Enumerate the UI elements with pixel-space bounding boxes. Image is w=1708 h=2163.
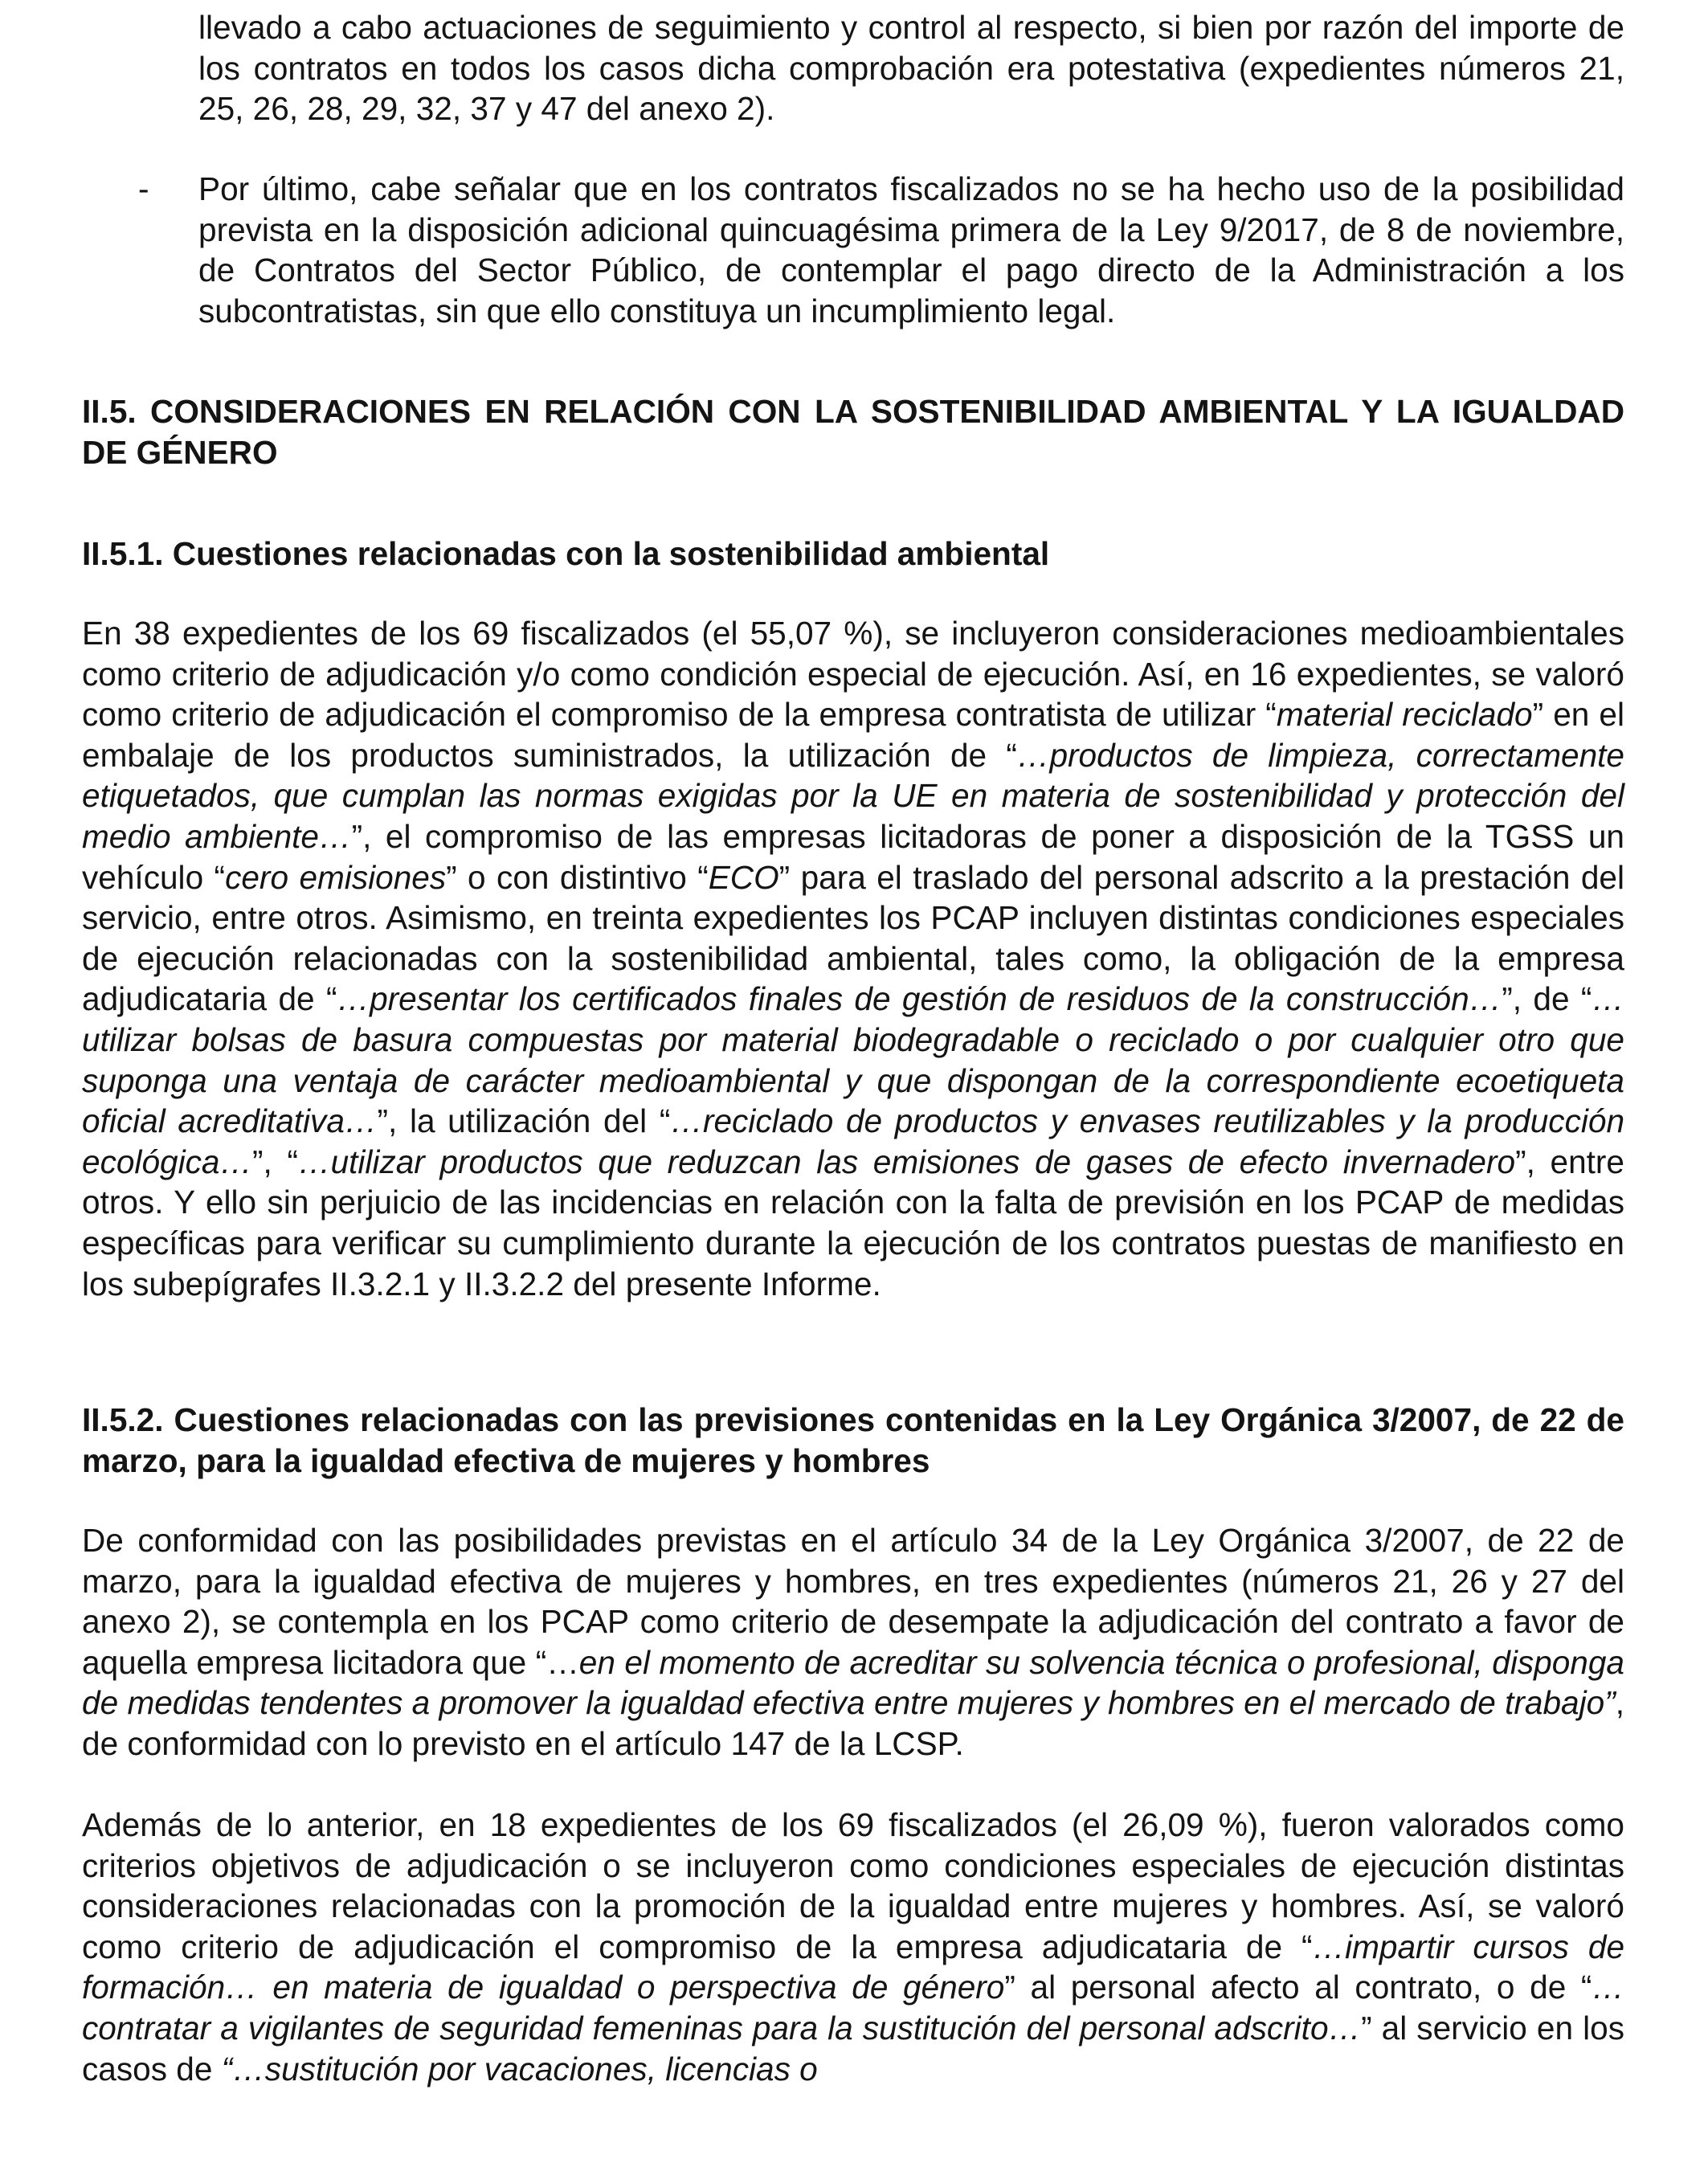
text-run: En 38 expedientes de los 69 fiscalizados (el 55,07 %), se incluyeron consideraciones medioambientales como criterio de adjudicación y/o como condición especial de ejecución. Así, en 16 expedientes, se valoró como criterio de adjudicación el compromiso de la empresa contratista de utilizar “ bbox=[82, 615, 1624, 734]
quote-run: …productos de limpieza, correctamente etiquetados, que cumplan las normas exigidas por la UE en materia de sostenibilidad y protección del medio ambiente… bbox=[82, 736, 1624, 855]
bullet-text: Por último, cabe señalar que en los contratos fiscalizados no se ha hecho uso de la posibilidad prevista en la disposición adicional quincuagésima primera de la Ley 9/2017, de 8 de noviembre, de Contratos del Sector Público, de contemplar el pago directo de la Administración a los subcontratistas, sin que ello constituya un incumplimiento legal. bbox=[198, 170, 1624, 329]
section-heading: II.5. CONSIDERACIONES EN RELACIÓN CON LA SOSTENIBILIDAD AMBIENTAL Y LA IGUALDAD DE GÉNERO bbox=[82, 393, 1624, 471]
quote-run: …impartir cursos de formación… en materia de igualdad o perspectiva de género bbox=[82, 1928, 1625, 2006]
subsection-heading-environment: II.5.1. Cuestiones relacionadas con la sostenibilidad ambiental bbox=[82, 535, 1050, 572]
quote-run: …presentar los certificados finales de gestión de residuos de la construcción… bbox=[337, 980, 1502, 1018]
equality-paragraph-2 bbox=[82, 1805, 1624, 2089]
subsection-heading-equality: II.5.2. Cuestiones relacionadas con las previsiones contenidas en la Ley Orgánica 3/2007, de 22 de marzo, para la igualdad efectiva de mujeres y hombres bbox=[82, 1401, 1624, 1479]
intro-continuation-paragraph: llevado a cabo actuaciones de seguimiento y control al respecto, si bien por razón del importe de los contratos en todos los casos dicha comprobación era potestativa (expedientes números 21, 25, 26, 28, 29, 32, 37 y 47 del anexo 2). bbox=[198, 9, 1624, 128]
text-run: ” en el embalaje de los productos suministrados, la utilización de “ bbox=[82, 696, 1624, 774]
quote-run: material reciclado bbox=[1276, 696, 1533, 734]
quote-run: …utilizar productos que reduzcan las emisiones de gases de efecto invernadero bbox=[297, 1143, 1516, 1180]
text-run: ” o con distintivo “ bbox=[446, 858, 709, 896]
quote-run: en el momento de acreditar su solvencia técnica o profesional, disponga de medidas tendentes a promover la igualdad efectiva entre mujeres y hombres en el mercado de trabajo” bbox=[82, 1643, 1624, 1722]
quote-run: cero emisiones bbox=[225, 858, 447, 896]
text-run: De conformidad con las posibilidades previstas en el artículo 34 de la Ley Orgánica 3/2007, de 22 de marzo, para la igualdad efectiva de mujeres y hombres, en tres expedientes (números 21, 26 y 27 del anexo 2), se contempla en los PCAP como criterio de desempate la adjudicación del contrato a favor de aquella empresa licitadora que “… bbox=[82, 1522, 1624, 1681]
text-run: ”, el compromiso de las empresas licitadoras de poner a disposición de la TGSS un vehículo “ bbox=[82, 817, 1624, 896]
text-run: ”, “ bbox=[252, 1143, 298, 1180]
text-run: Además de lo anterior, en 18 expedientes de los 69 fiscalizados (el 26,09 %), fueron valorados como criterios objetivos de adjudicación o se incluyeron como condiciones especiales de ejecución distintas consideraciones relacionadas con la promoción de la igualdad entre mujeres y hombres. Así, se valoró como criterio de adjudicación el compromiso de la empresa adjudicataria de “ bbox=[82, 1806, 1624, 1965]
quote-run: …utilizar bolsas de basura compuestas por material biodegradable o reciclado o por cualquier otro que suponga una ventaja de carácter medioambiental y que dispongan de la correspondiente ecoetiqueta oficial acreditativa… bbox=[82, 980, 1624, 1140]
text-run: ” al personal afecto al contrato, o de “ bbox=[1004, 1969, 1592, 2006]
quote-run: ECO bbox=[708, 858, 779, 896]
text-run: ” al servicio en los casos de bbox=[82, 2009, 1624, 2087]
environment-paragraph bbox=[82, 613, 1624, 1304]
text-run: ”, de “ bbox=[1502, 980, 1592, 1018]
bullet-marker: - bbox=[138, 170, 149, 207]
quote-run: “…sustitución por vacaciones, licencias o bbox=[221, 2050, 818, 2087]
quote-run: …contratar a vigilantes de seguridad femeninas para la sustitución del personal adscrito… bbox=[82, 1969, 1624, 2046]
equality-paragraph-1 bbox=[82, 1520, 1624, 1764]
text-run: , de conformidad con lo previsto en el artículo 147 de la LCSP. bbox=[82, 1684, 1624, 1762]
quote-run: …reciclado de productos y envases reutilizables y la producción ecológica… bbox=[82, 1102, 1625, 1180]
text-run: ” para el traslado del personal adscrito a la prestación del servicio, entre otros. Asimismo, en treinta expedientes los PCAP incluyen distintas condiciones especiales de ejecución relacionadas con la sostenibilidad ambiental, tales como, la obligación de la empresa adjudicataria de “ bbox=[82, 858, 1624, 1018]
text-run: ”, la utilización del “ bbox=[377, 1102, 671, 1140]
text-run: ”, entre otros. Y ello sin perjuicio de las incidencias en relación con la falta de previsión en los PCAP de medidas específicas para verificar su cumplimiento durante la ejecución de los contratos puestas de manifiesto en los subepígrafes II.3.2.1 y II.3.2.2 del presente Informe. bbox=[82, 1143, 1625, 1302]
